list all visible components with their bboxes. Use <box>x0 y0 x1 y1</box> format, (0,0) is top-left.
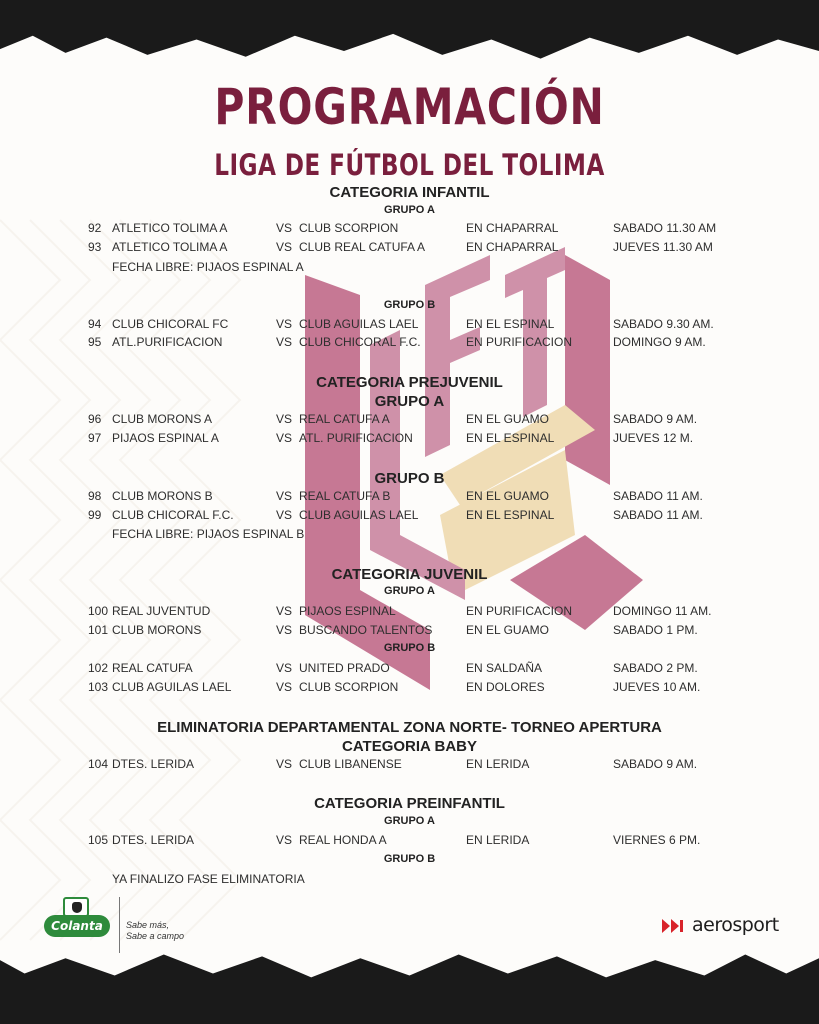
away-team: REAL CATUFA A <box>299 412 390 426</box>
category-preinfantil-title: CATEGORIA PREINFANTIL <box>314 795 505 812</box>
match-number: 104 <box>88 757 109 771</box>
home-team: REAL CATUFA <box>112 661 193 675</box>
preinfantil-group-a-heading: GRUPO A <box>384 815 435 827</box>
match-datetime: SABADO 9.30 AM. <box>613 317 714 331</box>
infantil-group-b-heading: GRUPO B <box>383 299 436 311</box>
category-prejuvenil-title: CATEGORIA PREJUVENIL <box>316 374 503 391</box>
away-team: CLUB CHICORAL F.C. <box>299 335 421 349</box>
away-team: PIJAOS ESPINAL <box>299 604 396 618</box>
match-datetime: SABADO 2 PM. <box>613 661 698 675</box>
match-row <box>0 833 819 849</box>
match-number: 98 <box>88 489 102 503</box>
match-datetime: VIERNES 6 PM. <box>613 833 701 847</box>
home-team: CLUB MORONS B <box>112 489 213 503</box>
match-datetime: SABADO 9 AM. <box>613 757 698 771</box>
match-row <box>0 335 819 351</box>
vs-label: VS <box>276 680 293 694</box>
match-row <box>0 508 819 524</box>
aerosport-wordmark: aerosport <box>692 914 779 936</box>
away-team: UNITED PRADO <box>299 661 390 675</box>
away-team: BUSCANDO TALENTOS <box>299 623 433 637</box>
match-datetime: JUEVES 11.30 AM <box>613 240 713 254</box>
vs-label: VS <box>276 833 293 847</box>
venue: EN EL ESPINAL <box>466 431 555 445</box>
match-number: 99 <box>88 508 102 522</box>
match-datetime: SABADO 11.30 AM <box>613 221 717 235</box>
prejuvenil-group-b-heading: GRUPO B <box>374 470 445 487</box>
away-team: CLUB SCORPION <box>299 680 399 694</box>
home-team: CLUB AGUILAS LAEL <box>112 680 232 694</box>
colanta-sponsor-logo <box>44 897 264 957</box>
vs-label: VS <box>276 604 293 618</box>
category-juvenil-title: CATEGORIA JUVENIL <box>331 566 488 583</box>
match-number: 97 <box>88 431 102 445</box>
away-team: CLUB REAL CATUFA A <box>299 240 426 254</box>
match-row <box>0 221 819 237</box>
match-number: 96 <box>88 412 102 426</box>
match-datetime: SABADO 1 PM. <box>613 623 698 637</box>
home-team: DTES. LERIDA <box>112 833 195 847</box>
eliminatoria-title: ELIMINATORIA DEPARTAMENTAL ZONA NORTE- TORNEO APERTURA <box>157 719 662 736</box>
match-row <box>0 661 819 677</box>
match-row <box>0 317 819 333</box>
home-team: REAL JUVENTUD <box>112 604 211 618</box>
category-baby-title: CATEGORIA BABY <box>342 738 477 755</box>
vs-label: VS <box>276 757 293 771</box>
match-datetime: DOMINGO 9 AM. <box>613 335 706 349</box>
away-team: ATL. PURIFICACION <box>299 431 413 445</box>
match-row <box>0 757 819 773</box>
venue: EN PURIFICACION <box>466 335 573 349</box>
free-date-note: FECHA LIBRE: PIJAOS ESPINAL B <box>112 527 305 541</box>
venue: EN LERIDA <box>466 757 530 771</box>
vs-label: VS <box>276 623 293 637</box>
match-row <box>0 412 819 428</box>
elimination-phase-note: YA FINALIZO FASE ELIMINATORIA <box>112 872 305 886</box>
match-number: 94 <box>88 317 102 331</box>
home-team: CLUB MORONS A <box>112 412 213 426</box>
match-number: 92 <box>88 221 102 235</box>
venue: EN EL GUAMO <box>466 412 549 426</box>
home-team: CLUB CHICORAL F.C. <box>112 508 234 522</box>
vs-label: VS <box>276 489 293 503</box>
home-team: PIJAOS ESPINAL A <box>112 431 219 445</box>
match-number: 105 <box>88 833 109 847</box>
fast-forward-icon <box>662 919 692 933</box>
away-team: REAL HONDA A <box>299 833 387 847</box>
infantil-group-a-heading: GRUPO A <box>384 204 435 216</box>
juvenil-group-b-heading: GRUPO B <box>383 642 436 654</box>
venue: EN EL GUAMO <box>466 623 549 637</box>
vs-label: VS <box>276 661 293 675</box>
cow-icon <box>63 897 89 917</box>
venue: EN LERIDA <box>466 833 530 847</box>
vs-label: VS <box>276 317 293 331</box>
venue: EN SALDAÑA <box>466 661 543 675</box>
venue: EN DOLORES <box>466 680 545 694</box>
home-team: ATL.PURIFICACION <box>112 335 223 349</box>
match-datetime: SABADO 11 AM. <box>613 508 703 522</box>
vs-label: VS <box>276 335 293 349</box>
colanta-wordmark: Colanta <box>44 915 110 937</box>
match-datetime: JUEVES 12 M. <box>613 431 694 445</box>
venue: EN CHAPARRAL <box>466 240 559 254</box>
match-row <box>0 489 819 505</box>
away-team: CLUB AGUILAS LAEL <box>299 508 419 522</box>
match-row <box>0 604 819 620</box>
page-subtitle: LIGA DE FÚTBOL DEL TOLIMA <box>214 148 605 182</box>
home-team: CLUB CHICORAL FC <box>112 317 229 331</box>
home-team: ATLETICO TOLIMA A <box>112 240 228 254</box>
prejuvenil-group-a-heading: GRUPO A <box>374 393 445 410</box>
slogan-line-2: Sabe a campo <box>126 931 185 941</box>
match-number: 101 <box>88 623 109 637</box>
away-team: CLUB AGUILAS LAEL <box>299 317 419 331</box>
match-datetime: SABADO 11 AM. <box>613 489 703 503</box>
vs-label: VS <box>276 508 293 522</box>
juvenil-group-a-heading: GRUPO A <box>384 585 435 597</box>
venue: EN CHAPARRAL <box>466 221 559 235</box>
free-date-note: FECHA LIBRE: PIJAOS ESPINAL A <box>112 260 304 274</box>
match-number: 103 <box>88 680 109 694</box>
away-team: REAL CATUFA B <box>299 489 391 503</box>
venue: EN EL ESPINAL <box>466 317 555 331</box>
match-number: 95 <box>88 335 102 349</box>
match-datetime: JUEVES 10 AM. <box>613 680 701 694</box>
away-team: CLUB SCORPION <box>299 221 399 235</box>
vs-label: VS <box>276 431 293 445</box>
match-row <box>0 240 819 256</box>
preinfantil-group-b-heading: GRUPO B <box>383 853 436 865</box>
venue: EN EL ESPINAL <box>466 508 555 522</box>
match-datetime: DOMINGO 11 AM. <box>613 604 712 618</box>
match-row <box>0 623 819 639</box>
match-row <box>0 431 819 447</box>
away-team: CLUB LIBANENSE <box>299 757 402 771</box>
sponsor-divider <box>119 897 120 953</box>
vs-label: VS <box>276 240 293 254</box>
home-team: DTES. LERIDA <box>112 757 195 771</box>
category-infantil-title: CATEGORIA INFANTIL <box>329 184 490 201</box>
slogan-line-1: Sabe más, <box>126 920 170 930</box>
home-team: ATLETICO TOLIMA A <box>112 221 228 235</box>
venue: EN PURIFICACION <box>466 604 573 618</box>
match-number: 100 <box>88 604 109 618</box>
match-row <box>0 680 819 696</box>
match-datetime: SABADO 9 AM. <box>613 412 698 426</box>
match-number: 93 <box>88 240 102 254</box>
match-number: 102 <box>88 661 109 675</box>
vs-label: VS <box>276 412 293 426</box>
page-title: PROGRAMACIÓN <box>214 78 605 136</box>
vs-label: VS <box>276 221 293 235</box>
home-team: CLUB MORONS <box>112 623 202 637</box>
venue: EN EL GUAMO <box>466 489 549 503</box>
sponsor-slogan <box>126 920 184 942</box>
